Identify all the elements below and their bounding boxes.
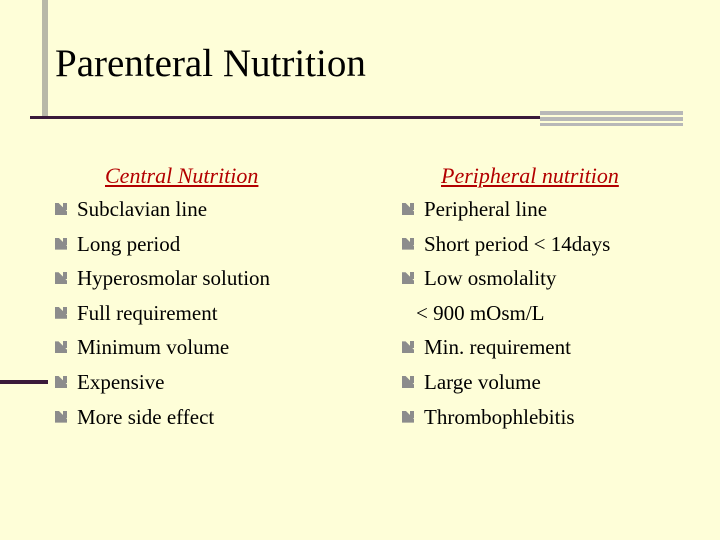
- central-nutrition-heading: Central Nutrition: [105, 163, 259, 188]
- square-bullet-icon: [55, 307, 67, 319]
- square-bullet-icon: [402, 341, 414, 353]
- decorative-left-accent: [0, 380, 48, 384]
- peripheral-nutrition-heading: Peripheral nutrition: [441, 163, 619, 188]
- square-bullet-icon: [55, 341, 67, 353]
- square-bullet-icon: [55, 203, 67, 215]
- square-bullet-icon: [402, 238, 414, 250]
- list-item-text: Peripheral line: [424, 197, 548, 221]
- list-item-text: Full requirement: [77, 300, 218, 325]
- square-bullet-icon: [55, 411, 67, 423]
- list-item-text: Expensive: [77, 369, 165, 394]
- square-bullet-icon: [402, 272, 414, 284]
- square-bullet-icon: [55, 272, 67, 284]
- square-bullet-icon: [55, 376, 67, 388]
- list-item-text: Minimum volume: [77, 335, 230, 360]
- list-item-text: Min. requirement: [424, 335, 571, 360]
- square-bullet-icon: [402, 203, 414, 215]
- list-item-text: < 900 mOsm/L: [416, 300, 545, 325]
- decorative-left-bar: [42, 0, 48, 117]
- decorative-striped-bar: [540, 111, 683, 126]
- list-item-text: More side effect: [77, 404, 215, 429]
- slide-title: Parenteral Nutrition: [55, 42, 366, 85]
- list-item-text: Low osmolality: [424, 266, 557, 291]
- list-item-text: Long period: [77, 231, 181, 256]
- square-bullet-icon: [402, 376, 414, 388]
- list-item-text: Short period < 14days: [424, 231, 611, 256]
- list-item-text: Subclavian line: [77, 197, 208, 221]
- list-item-text: Hyperosmolar solution: [77, 266, 271, 291]
- list-item-text: Thrombophlebitis: [424, 404, 575, 429]
- title-underline-rule: [30, 116, 540, 119]
- square-bullet-icon: [402, 411, 414, 423]
- list-item-text: Large volume: [424, 369, 541, 394]
- square-bullet-icon: [55, 238, 67, 250]
